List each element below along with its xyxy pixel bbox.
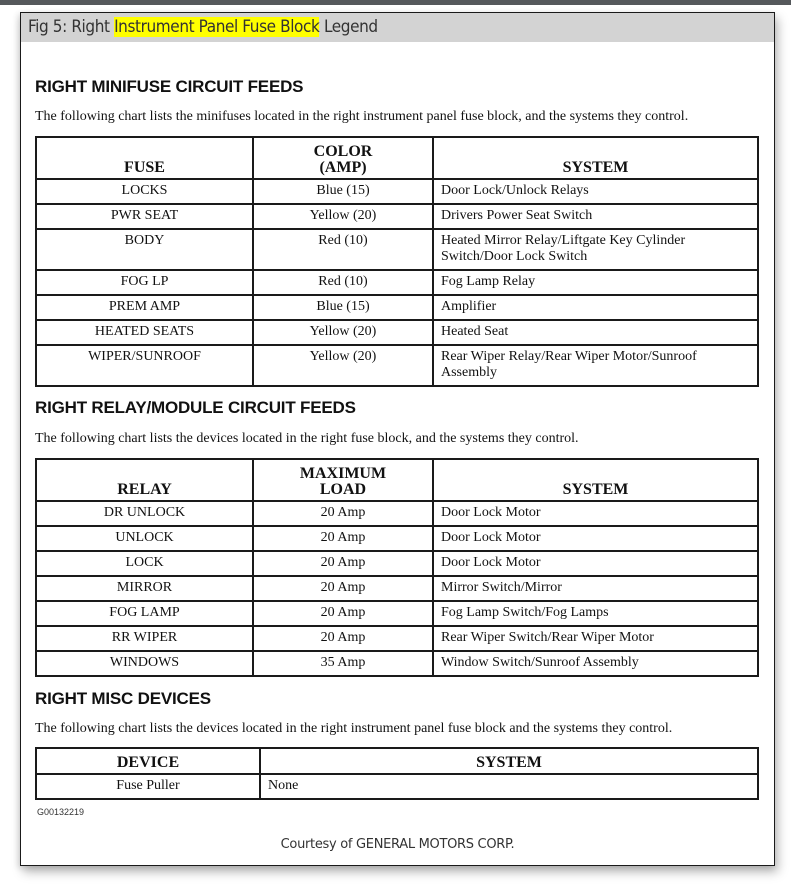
cell-fuse: FOG LP bbox=[36, 270, 253, 295]
cell-system: Door Lock Motor bbox=[433, 501, 758, 526]
cell-system: Fog Lamp Switch/Fog Lamps bbox=[433, 601, 758, 626]
cell-color: Blue (15) bbox=[253, 295, 433, 320]
cell-system: Heated Mirror Relay/Liftgate Key Cylinder Switch/Door Lock Switch bbox=[433, 229, 758, 270]
caption-prefix: Fig 5: Right bbox=[28, 17, 115, 37]
table-header-row bbox=[36, 459, 758, 501]
cell-load: 20 Amp bbox=[253, 551, 433, 576]
table-row bbox=[36, 626, 758, 651]
cell-relay: UNLOCK bbox=[36, 526, 253, 551]
header-max-load bbox=[253, 459, 433, 501]
cell-relay: MIRROR bbox=[36, 576, 253, 601]
misc-table bbox=[35, 747, 759, 800]
cell-relay: DR UNLOCK bbox=[36, 501, 253, 526]
cell-load: 20 Amp bbox=[253, 626, 433, 651]
cell-system: Fog Lamp Relay bbox=[433, 270, 758, 295]
cell-relay: FOG LAMP bbox=[36, 601, 253, 626]
cell-system: Window Switch/Sunroof Assembly bbox=[433, 651, 758, 676]
table-row bbox=[36, 601, 758, 626]
minifuse-table bbox=[35, 136, 759, 387]
header-system: SYSTEM bbox=[433, 137, 758, 179]
minifuse-section-title: RIGHT MINIFUSE CIRCUIT FEEDS bbox=[35, 77, 304, 96]
header-system: SYSTEM bbox=[260, 748, 758, 774]
cell-fuse: LOCKS bbox=[36, 179, 253, 204]
cell-color: Yellow (20) bbox=[253, 320, 433, 345]
cell-fuse: BODY bbox=[36, 229, 253, 270]
cell-color: Yellow (20) bbox=[253, 204, 433, 229]
caption-suffix: Legend bbox=[319, 17, 378, 37]
caption-highlight: Instrument Panel Fuse Block bbox=[114, 17, 320, 37]
misc-section-title: RIGHT MISC DEVICES bbox=[35, 689, 211, 708]
table-row bbox=[36, 576, 758, 601]
cell-load: 35 Amp bbox=[253, 651, 433, 676]
cell-system: Amplifier bbox=[433, 295, 758, 320]
cell-device: Fuse Puller bbox=[36, 774, 260, 799]
cell-system: Heated Seat bbox=[433, 320, 758, 345]
table-row bbox=[36, 270, 758, 295]
cell-system: None bbox=[260, 774, 758, 799]
header-color: COLOR bbox=[313, 143, 373, 160]
table-row bbox=[36, 345, 758, 386]
cell-system: Door Lock Motor bbox=[433, 551, 758, 576]
courtesy-credit: Courtesy of GENERAL MOTORS CORP. bbox=[280, 837, 515, 852]
table-row bbox=[36, 204, 758, 229]
table-row bbox=[36, 179, 758, 204]
table-header-row bbox=[36, 748, 758, 774]
cell-relay: LOCK bbox=[36, 551, 253, 576]
misc-section-description: The following chart lists the devices located in the right instrument panel fuse block and the systems they control. bbox=[35, 721, 673, 736]
header-system: SYSTEM bbox=[433, 459, 758, 501]
cell-load: 20 Amp bbox=[253, 601, 433, 626]
header-load: LOAD bbox=[319, 481, 367, 498]
header-maximum: MAXIMUM bbox=[299, 465, 387, 482]
cell-fuse: WIPER/SUNROOF bbox=[36, 345, 253, 386]
cell-load: 20 Amp bbox=[253, 576, 433, 601]
cell-load: 20 Amp bbox=[253, 526, 433, 551]
cell-color: Red (10) bbox=[253, 270, 433, 295]
cell-system: Door Lock Motor bbox=[433, 526, 758, 551]
table-row bbox=[36, 651, 758, 676]
cell-system: Rear Wiper Relay/Rear Wiper Motor/Sunroof Assembly bbox=[433, 345, 758, 386]
relay-table bbox=[35, 458, 759, 677]
cell-system: Drivers Power Seat Switch bbox=[433, 204, 758, 229]
cell-relay: WINDOWS bbox=[36, 651, 253, 676]
header-device: DEVICE bbox=[36, 748, 260, 774]
figure-caption bbox=[21, 13, 774, 42]
cell-fuse: PWR SEAT bbox=[36, 204, 253, 229]
figure-frame bbox=[20, 12, 775, 866]
cell-color: Red (10) bbox=[253, 229, 433, 270]
header-relay: RELAY bbox=[36, 459, 253, 501]
header-fuse: FUSE bbox=[36, 137, 253, 179]
table-header-row bbox=[36, 137, 758, 179]
cell-system: Mirror Switch/Mirror bbox=[433, 576, 758, 601]
table-row bbox=[36, 774, 758, 799]
cell-system: Door Lock/Unlock Relays bbox=[433, 179, 758, 204]
cell-load: 20 Amp bbox=[253, 501, 433, 526]
relay-section-description: The following chart lists the devices located in the right fuse block, and the systems they control. bbox=[35, 431, 579, 446]
minifuse-section-description: The following chart lists the minifuses located in the right instrument panel fuse block, and the systems they control. bbox=[35, 109, 689, 124]
cell-fuse: PREM AMP bbox=[36, 295, 253, 320]
cell-system: Rear Wiper Switch/Rear Wiper Motor bbox=[433, 626, 758, 651]
header-amp: (AMP) bbox=[319, 159, 367, 176]
header-color-amp bbox=[253, 137, 433, 179]
table-row bbox=[36, 526, 758, 551]
table-row bbox=[36, 551, 758, 576]
table-row bbox=[36, 501, 758, 526]
figure-code: G00132219 bbox=[37, 807, 85, 817]
relay-section-title: RIGHT RELAY/MODULE CIRCUIT FEEDS bbox=[35, 398, 356, 417]
cell-color: Blue (15) bbox=[253, 179, 433, 204]
table-row bbox=[36, 320, 758, 345]
top-bar bbox=[0, 0, 791, 5]
table-row bbox=[36, 295, 758, 320]
cell-color: Yellow (20) bbox=[253, 345, 433, 386]
table-row bbox=[36, 229, 758, 270]
cell-relay: RR WIPER bbox=[36, 626, 253, 651]
cell-fuse: HEATED SEATS bbox=[36, 320, 253, 345]
